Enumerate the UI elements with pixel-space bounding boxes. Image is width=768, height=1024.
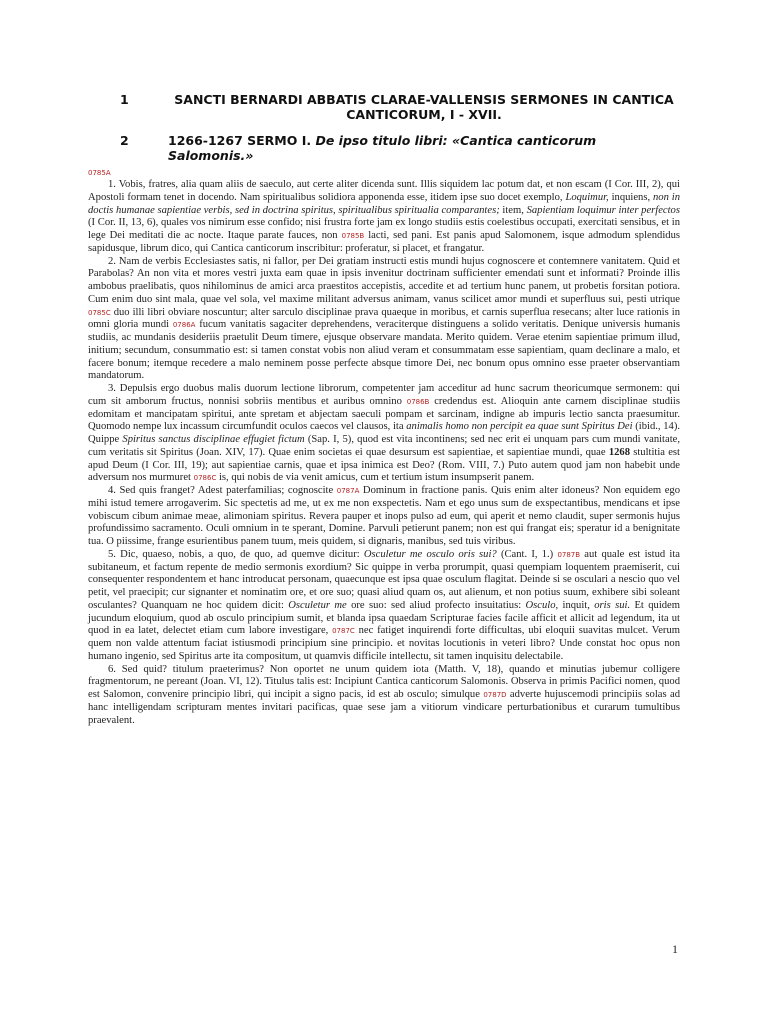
text-run: 3. Depulsis ergo duobus malis duorum lectione librorum, competenter jam acceditur ad hunc sacrum theoricumque sermonem: qui cum sit amborum fructus, nonnisi sobriis mentibus et auribus omnino [88,383,680,407]
text-run: aut quale est istud ita subitaneum, et factum repente de medio sermonis exordium? Sic quippe in verba prorumpit, quasi quempiam loquentem praemiserit, cui consequenter respondentem et hanc introducat personam, quaecunque est ipsa quae osculum flagitat. Deinde si se osculari a nescio quo vel petit, vel praecipit; cur signanter et nominatim ore, et ore suo; quasi aliud quam os, aut alienum, et non potius suum, exhibere sibi soleant osculantes? Quanquam ne hoc quidem dicit: [88,548,681,611]
text-run: 6. Sed quid? titulum praeterimus? Non oportet ne unum quidem iota (Matth. V, 18), quando et minutias jubemur colligere fragmentorum, ne pereant (Joan. VI, 12). Titulus talis est: Incipiunt Cantica canticorum Salomonis. Observa in primis Pacifici nomen, quod est Salomon, convenire principio libri, qui incipit a signo pacis, id est ab osculo; simulque [88,663,680,700]
paragraph-2 [88,256,680,384]
column-marker: 0786B [406,397,430,406]
italic-run: Osculetur me [288,599,347,611]
text-run: fucum vanitatis sagaciter deprehendens, veraciterque distinguens a solido veritatis. Denique universis humanis studiis, ac mundanis desideriis praetulit Deum timere, ejusque observare mandata. Merito quidem. Verae etenim sapientiae primum illud, initium; secundum, consummatio est: si tamen constat vobis non aliud veram et consummatam esse sapientiam, quam declinare a malo, et facere bonum; itemque recedere a malo neminem posse perfecte absque timore Dei, nec bonum opus omnino esse praeter observantiam mandatorum. [88,319,680,382]
column-marker: 0787D [483,691,507,699]
italic-run: animalis homo non percipit ea quae sunt Spiritus Dei [406,421,633,433]
section-heading [88,133,680,163]
text-run: nec fatiget inquirendi forte difficultas, ubi eloquii suavitas mulcet. Verum quem non valde attentum faciat istiusmodi principium sine principio. et novitas locutionis in veteri libro? Unde constat hoc opus non humano ingenio, sed Spiritus arte ita compositum, ut quamvis difficile intellectu, sit tamen inquisitu delectabile. [88,625,680,662]
title-text: SANCTI BERNARDI ABBATIS CLARAE-VALLENSIS SERMONES IN CANTICA CANTICORUM, I - XVII. [174,92,674,122]
section-heading-italic: De ipso titulo libri: «Cantica canticorum Salomonis.» [168,133,597,163]
text-run: 5. Dic, quaeso, nobis, a quo, de quo, ad quemve dicitur: [108,548,364,560]
section-heading-text [168,133,680,163]
text-run: (Cant. I, 1.) [496,548,558,560]
text-run: (ibid., 14). Quippe [88,421,681,445]
italic-run: Osculo, [525,599,559,611]
column-marker: 0787C [332,627,355,636]
column-marker: 0786C [193,474,217,483]
column-marker: 0786A [172,321,196,330]
text-run: duo illi libri obviare noscuntur; alter sarculo disciplinae prava quaeque in moribus, et carnis superflua resecans; alter luce rationis in omni gloria mundi [88,306,680,331]
text-run: Et quidem jucundum eloquium, quod ab osculo principium sumit, et blanda ipsa quaedam Scripturae facies facile afficit et allicit ad legendum, ita ut quod in ea latet, delectet etiam cum labore investigare, [88,599,681,637]
column-marker: 0785C [88,308,111,317]
italic-run: Loquimur, [565,191,609,203]
italic-run: non in doctis humanae sapientiae verbis, sed in doctrina spiritus, spiritualibus spiritualia comparantes; [88,191,680,216]
italic-run: Osculetur me osculo oris sui? [363,548,497,560]
heading-number-1: 1 [120,92,129,107]
italic-run: oris sui. [594,599,631,611]
document-page [88,92,680,727]
italic-run: Spiritus sanctus disciplinae effugiet fictum [122,434,305,445]
text-run: credendus est. Alioquin ante carnem disciplinae studiis edomitam et mancipatam spiritui, ante spretam et abjectam saeculi pompam et sarcinam, indigne ab impuris lectio sancta praesumitur. Quomodo nempe lux incassum circumfundit oculos caecos vel clausos, ita [88,395,680,433]
column-marker: 0785B [341,232,365,240]
paragraph-5 [88,549,680,664]
paragraph-1 [88,179,680,256]
paragraph-3 [88,383,680,485]
text-run: stultitia est apud Deum (I Cor. III, 19); aut sapientiae carnis, quae et ipsa inimica est Deo? (Rom. VIII, 7.) Puto autem quod jam non habebit unde adversum nos murmuret [88,446,680,484]
text-run: adverte hujuscemodi principiis solas ad hanc intelligendam scripturam mentes invitari pacificas, quae sese jam a vitiorum vindicare perturbationibus et curarum tumultibus praevalent. [88,689,680,726]
paragraph-6 [88,664,680,728]
text-run: (Sap. I, 5), quod est vita incontinens; sed nec erit ei unquam pars cum mundi vanitate, cum veritatis sit Spiritus (Joan. XIV, 17). Quae enim societas ei quae desursum est sapientiae, et sapientiae mundi, quae [88,434,680,458]
text-run: is, qui nobis de via venit amicus, cum et tertium istum insumpserit panem. [216,472,535,484]
column-marker: 0785A [88,169,111,177]
text-run: inquiens, [608,191,653,203]
text-run: (I Cor. II, 13, 6), quales vos nimirum esse confido; nisi frustra forte jam ex longo studiis estis coelestibus occupati, exercitati sensibus, et in lege Dei meditati die ac nocte. Itaque parate fauces, non [88,217,680,241]
text-run: lacti, sed pani. Est panis apud Salomonem, isque admodum splendidus sapidusque, librum dico, qui Cantica canticorum inscribitur: proferatur, si placet, et frangatur. [88,230,680,254]
paragraph-4 [88,485,680,549]
heading-number-2: 2 [120,133,129,148]
text-run: 4. Sed quis franget? Adest paterfamilias; cognoscite [108,485,337,496]
page-ref-bold: 1268 [608,446,630,458]
text-run: 2. Nam de verbis Ecclesiastes satis, ni fallor, per Dei gratiam instructi estis mundi hujus cognoscere et contemnere vanitatem. Quid et Parabolas? An non vita et mores vestri juxta eam quae in ipsis invenitur doctrinam sufficienter emendati sunt et informati? Proinde illis ambobus praelibatis, quos nihilominus de amici arca praestitos accepistis, accedite et ad tertium hunc panem, ut probetis forsitan potiora. Cum enim duo sint mala, quae vel sola, vel maxime militant adversus animam, vanus scilicet amor mundi et superfluus sui, pesti utrique [88,255,680,305]
column-marker: 0787B [557,550,581,559]
text-run: 1. Vobis, fratres, alia quam aliis de saeculo, aut certe aliter dicenda sunt. Illis siquidem lac potum dat, et non escam (I Cor. III, 2), qui Apostoli formam tenet in docendo. Nam spiritualibus solidiora apponenda esse, itidem ipse suo docet exemplo, [88,179,680,203]
page-number: 1 [672,942,678,956]
document-title [88,92,680,122]
text-run: ore suo: sed aliud profecto insuitatius: [346,599,526,611]
text-run: Dominum in fractione panis. Quis enim alter idoneus? Non equidem ego mihi istud temere arrogaverim. Sic spectetis ad me, ut ex me non exspectetis. Nam et ego unus sum de exspectantibus, mendicans et ipse vobiscum cibum animae meae, alimoniam spiritus. Revera pauper et inops pulso ad eum, qui aperit et nemo claudit, super sermonis hujus profundissimo sacramento. Oculi omnium in te sperant, Domine. Parvuli petierunt panem; non est qui frangat eis; speratur id a benignitate tua. O piissime, frange esurientibus panem tuum, meis quidem, si dignaris, manibus, sed tuis viribus. [88,485,680,547]
text-run: inquit, [558,599,595,611]
column-marker: 0787A [336,487,360,495]
text-run: item, [499,204,527,216]
section-heading-prefix: 1266-1267 SERMO I. [168,133,316,148]
italic-run: Sapientiam loquimur inter perfectos [526,204,680,216]
